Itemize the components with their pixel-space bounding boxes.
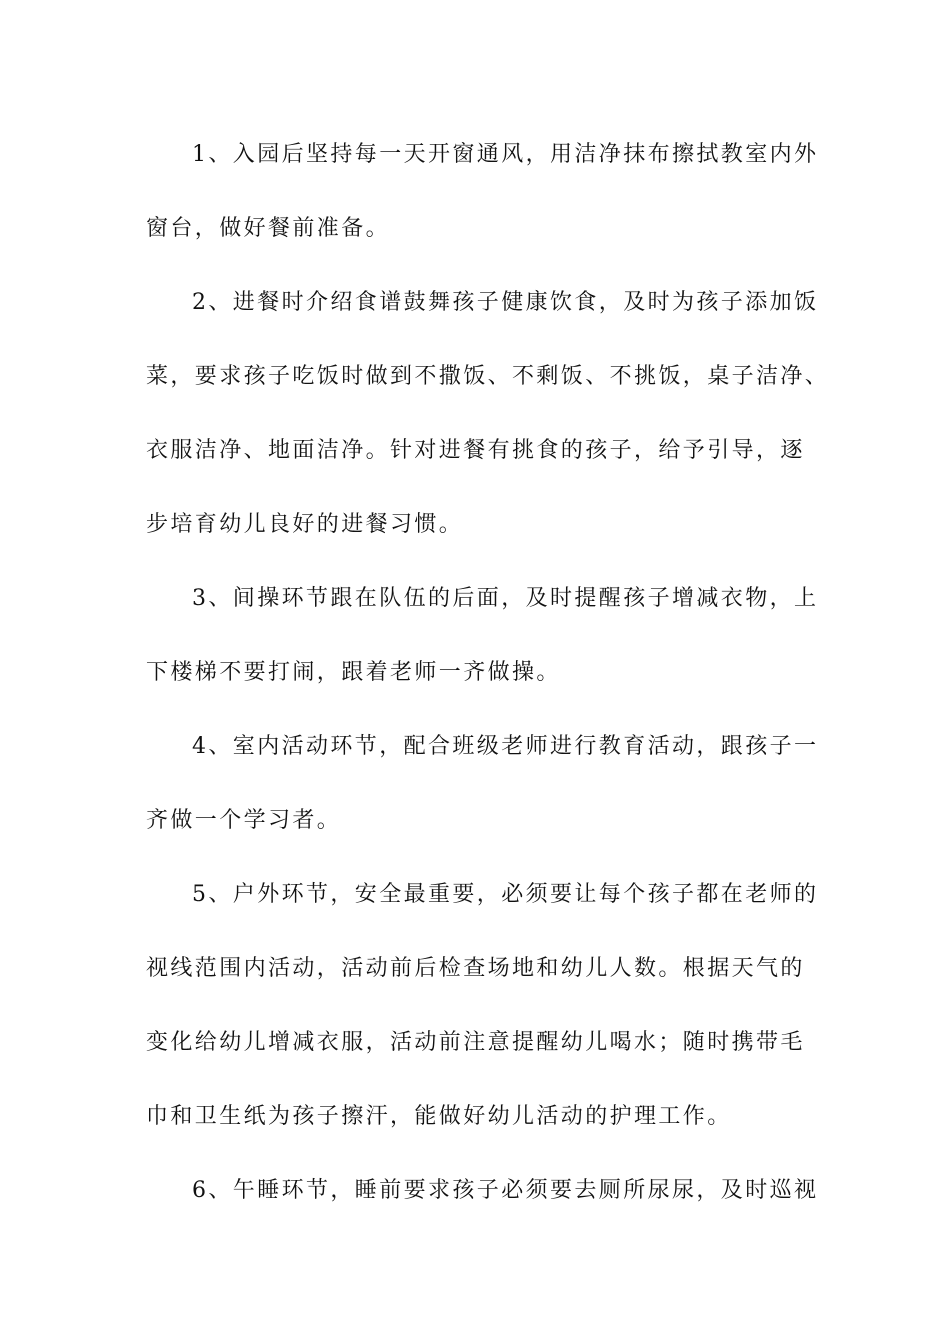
paragraph-3-line-1: 3、间操环节跟在队伍的后面，及时提醒孩子增减衣物，上 — [192, 586, 819, 611]
paragraph-3-line-2: 下楼梯不要打闹，跟着老师一齐做操。 — [146, 660, 561, 685]
paragraph-1-line-2: 窗台，做好餐前准备。 — [146, 216, 391, 241]
paragraph-2-line-2: 菜，要求孩子吃饭时做到不撒饭、不剩饭、不挑饭，桌子洁净、 — [146, 364, 830, 389]
paragraph-5-line-2: 视线范围内活动，活动前后检查场地和幼儿人数。根据天气的 — [146, 956, 805, 981]
paragraph-5-line-4: 巾和卫生纸为孩子擦汗，能做好幼儿活动的护理工作。 — [146, 1104, 732, 1129]
paragraph-2-line-4: 步培育幼儿良好的进餐习惯。 — [146, 512, 464, 537]
paragraph-1-line-1: 1、入园后坚持每一天开窗通风，用洁净抹布擦拭教室内外 — [192, 142, 819, 167]
paragraph-2-line-1: 2、进餐时介绍食谱鼓舞孩子健康饮食，及时为孩子添加饭 — [192, 290, 819, 315]
paragraph-4-line-1: 4、室内活动环节，配合班级老师进行教育活动，跟孩子一 — [192, 734, 819, 759]
paragraph-5-line-3: 变化给幼儿增减衣服，活动前注意提醒幼儿喝水；随时携带毛 — [146, 1030, 805, 1055]
paragraph-2-line-3: 衣服洁净、地面洁净。针对进餐有挑食的孩子，给予引导，逐 — [146, 438, 805, 463]
paragraph-6-line-1: 6、午睡环节，睡前要求孩子必须要去厕所尿尿，及时巡视 — [192, 1178, 819, 1203]
paragraph-5-line-1: 5、户外环节，安全最重要，必须要让每个孩子都在老师的 — [192, 882, 819, 907]
paragraph-4-line-2: 齐做一个学习者。 — [146, 808, 342, 833]
